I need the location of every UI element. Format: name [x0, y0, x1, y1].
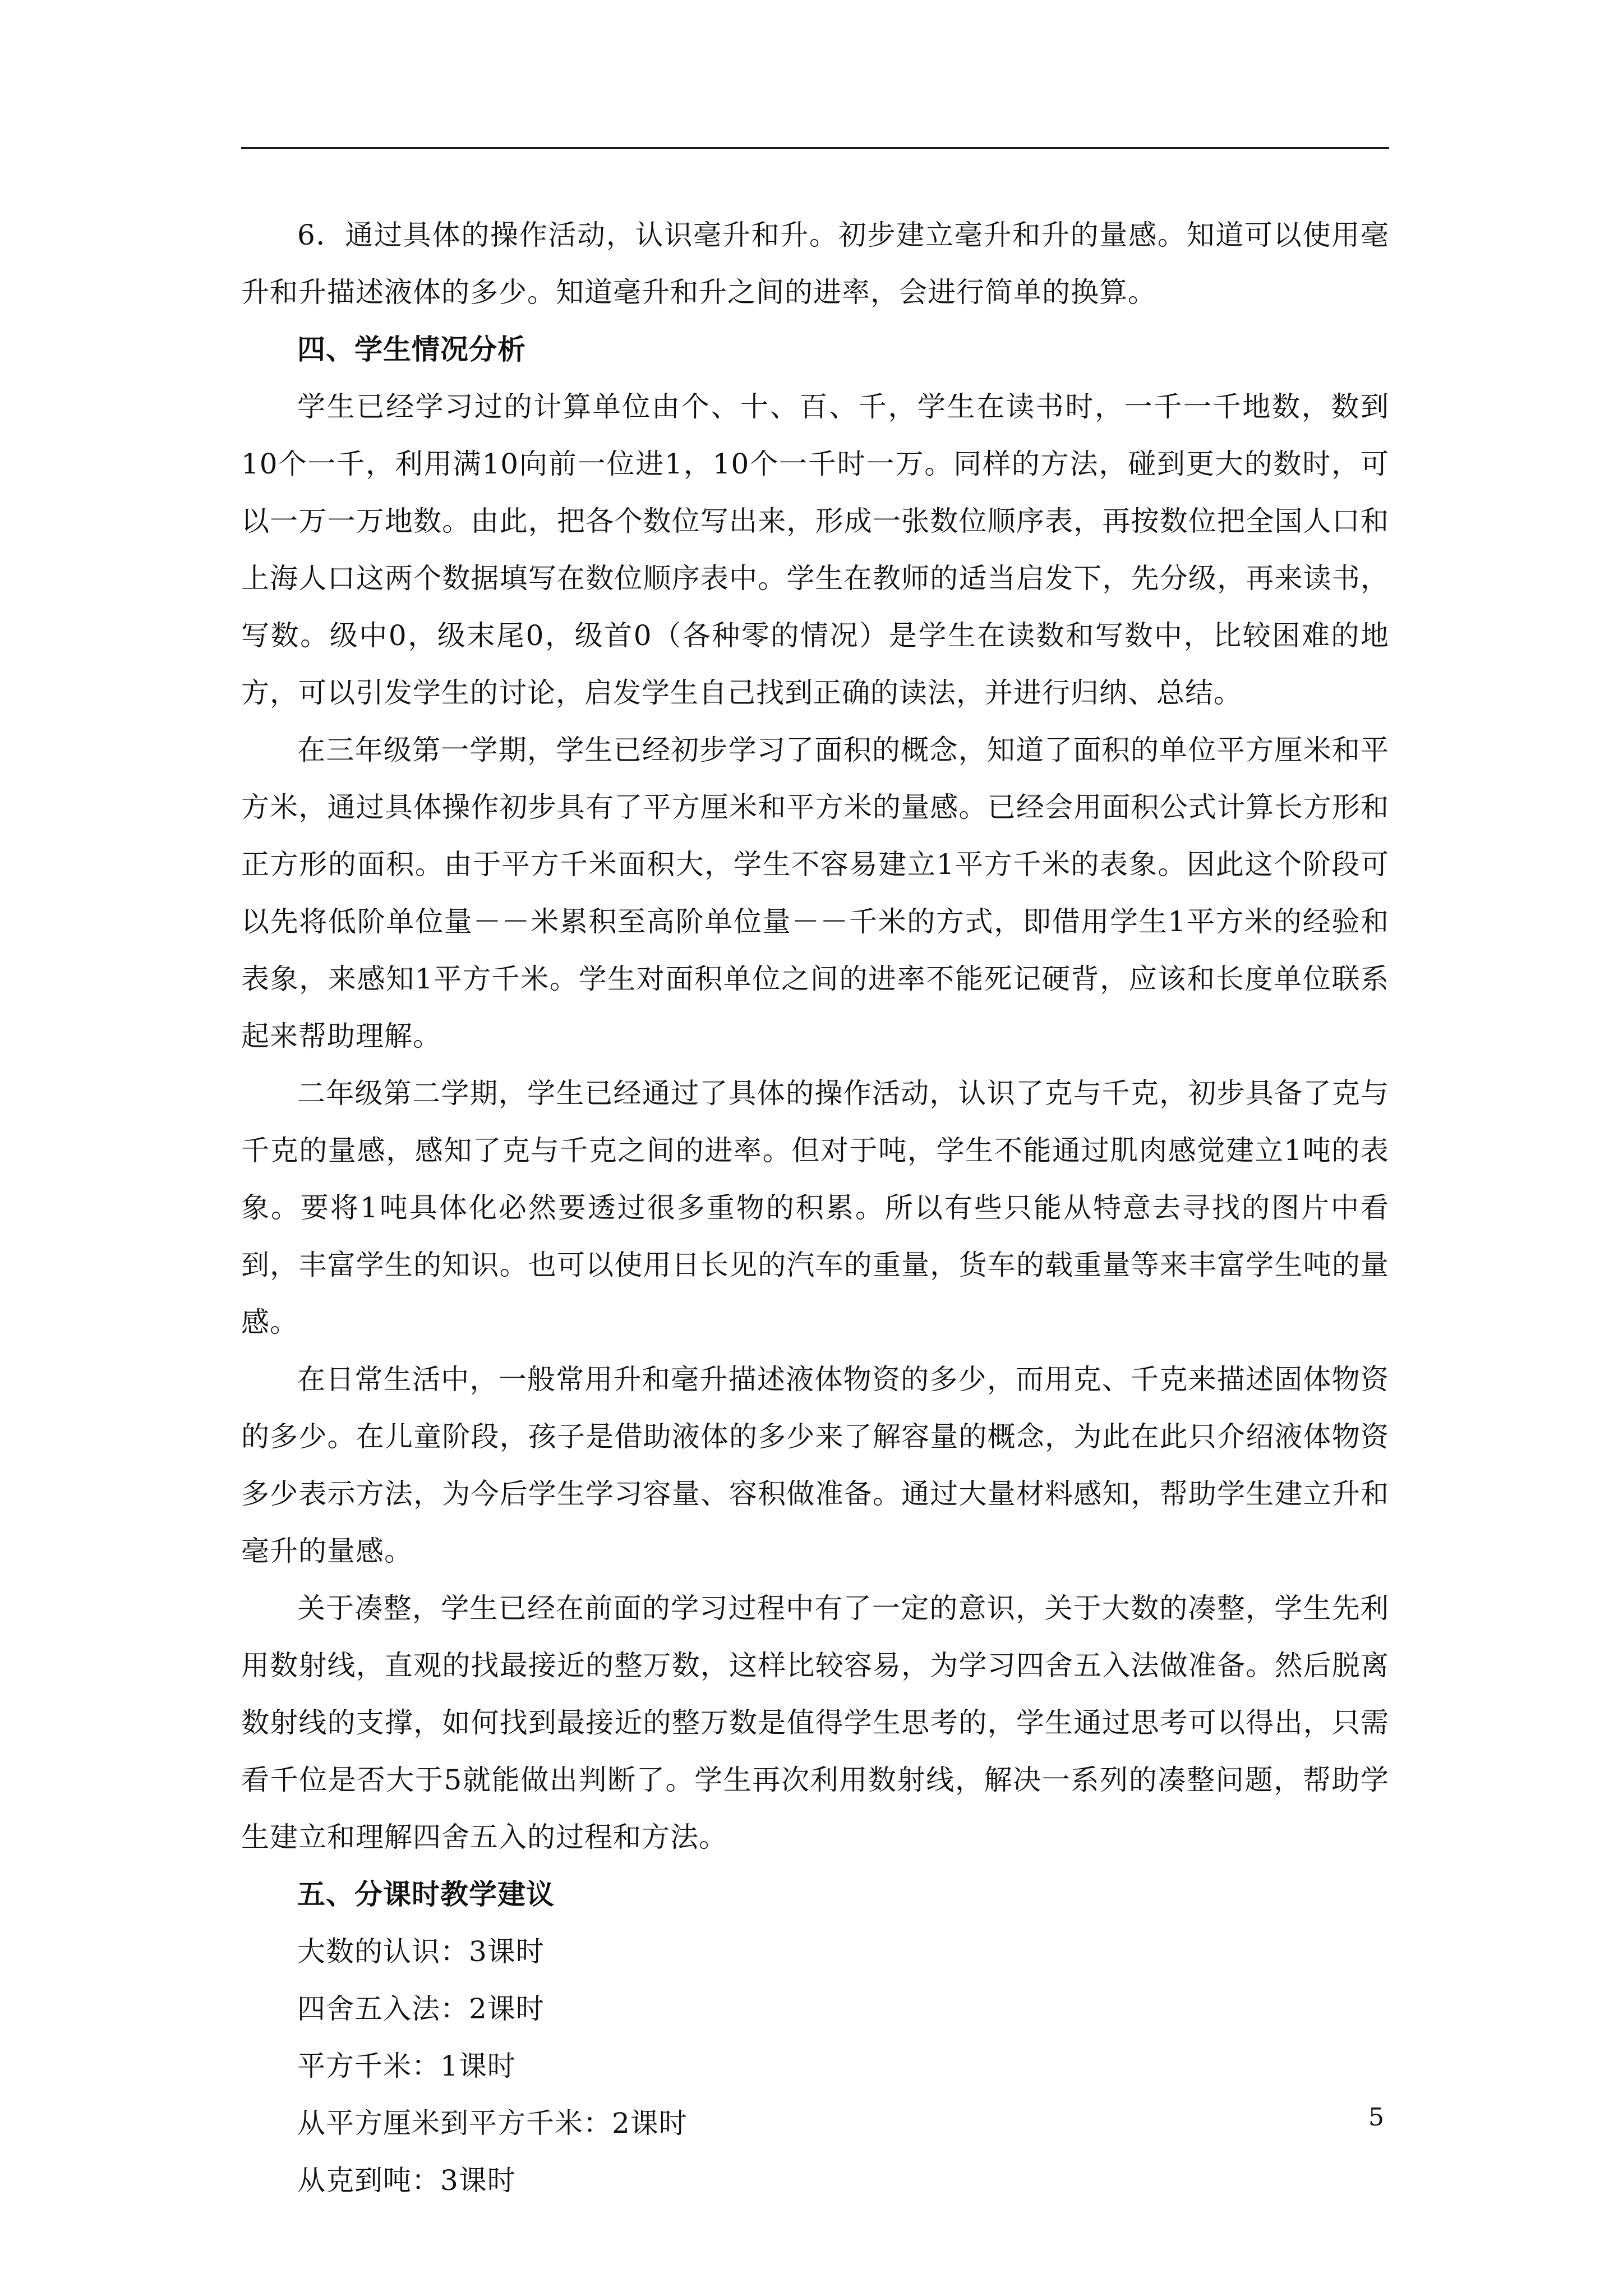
- section-heading-student-analysis: 四、学生情况分析: [297, 333, 526, 366]
- lesson-item: 四舍五入法：2课时: [297, 1993, 545, 2025]
- page-number: 5: [1368, 2103, 1384, 2132]
- section-heading-lesson-suggestions: 五、分课时教学建议: [297, 1878, 555, 1911]
- page-body: [241, 206, 1389, 2209]
- paragraph-objective-6: 6．通过具体的操作活动，认识毫升和升。初步建立毫升和升的量感。知道可以使用毫升和升描述液体的多少。知道毫升和升之间的进率，会进行简单的换算。: [241, 219, 1389, 309]
- paragraph-weight-units: 二年级第二学期，学生已经通过了具体的操作活动，认识了克与千克，初步具备了克与千克的量感，感知了克与千克之间的进率。但对于吨，学生不能通过肌肉感觉建立1吨的表象。要将1吨具体化必然要透过很多重物的积累。所以有些只能从特意去寻找的图片中看到，丰富学生的知识。也可以使用日长见的汽车的重量，货车的载重量等来丰富学生吨的量感。: [241, 1077, 1389, 1338]
- lesson-item: 从克到吨：3课时: [297, 2164, 516, 2197]
- header-rule: [241, 147, 1389, 149]
- lesson-item: 平方千米：1课时: [297, 2050, 516, 2082]
- paragraph-area-units: 在三年级第一学期，学生已经初步学习了面积的概念，知道了面积的单位平方厘米和平方米，通过具体操作初步具有了平方厘米和平方米的量感。已经会用面积公式计算长方形和正方形的面积。由于平方千米面积大，学生不容易建立1平方千米的表象。因此这个阶段可以先将低阶单位量－－米累积至高阶单位量－－千米的方式，即借用学生1平方米的经验和表象，来感知1平方千米。学生对面积单位之间的进率不能死记硬背，应该和长度单位联系起来帮助理解。: [241, 734, 1389, 1052]
- lesson-item: 从平方厘米到平方千米：2课时: [297, 2107, 688, 2139]
- paragraph-large-numbers: 学生已经学习过的计算单位由个、十、百、千，学生在读书时，一千一千地数，数到10个一千，利用满10向前一位进1，10个一千时一万。同样的方法，碰到更大的数时，可以一万一万地数。由此，把各个数位写出来，形成一张数位顺序表，再按数位把全国人口和上海人口这两个数据填写在数位顺序表中。学生在教师的适当启发下，先分级，再来读书，写数。级中0，级末尾0，级首0（各种零的情况）是学生在读数和写数中，比较困难的地方，可以引发学生的讨论，启发学生自己找到正确的读法，并进行归纳、总结。: [241, 390, 1389, 709]
- lesson-item: 大数的认识：3课时: [297, 1935, 545, 1968]
- paragraph-rounding: 关于凑整，学生已经在前面的学习过程中有了一定的意识，关于大数的凑整，学生先利用数射线，直观的找最接近的整万数，这样比较容易，为学习四舍五入法做准备。然后脱离数射线的支撑，如何找到最接近的整万数是值得学生思考的，学生通过思考可以得出，只需看千位是否大于5就能做出判断了。学生再次利用数射线，解决一系列的凑整问题，帮助学生建立和理解四舍五入的过程和方法。: [241, 1592, 1389, 1853]
- paragraph-volume-units: 在日常生活中，一般常用升和毫升描述液体物资的多少，而用克、千克来描述固体物资的多少。在儿童阶段，孩子是借助液体的多少来了解容量的概念，为此在此只介绍液体物资多少表示方法，为今后学生学习容量、容积做准备。通过大量材料感知，帮助学生建立升和毫升的量感。: [241, 1363, 1389, 1567]
